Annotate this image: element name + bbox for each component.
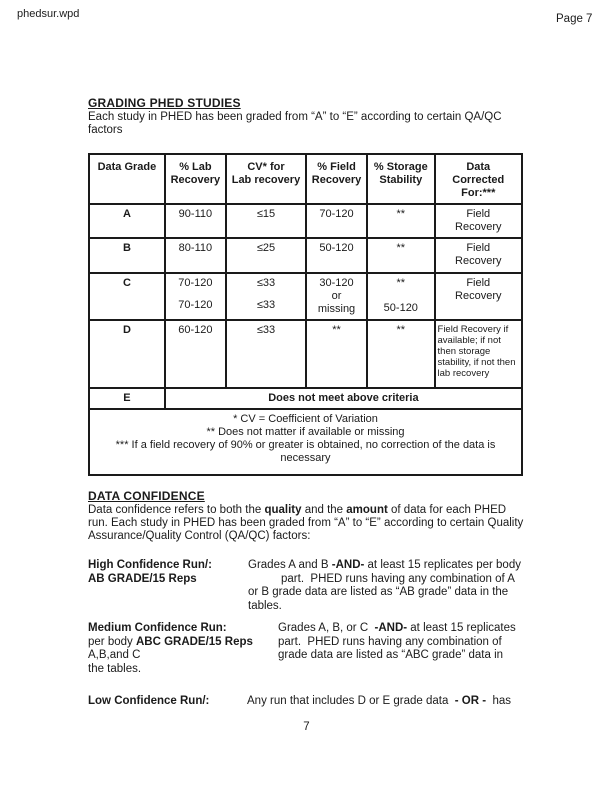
header-line: % Field (317, 161, 356, 173)
lab-recovery-cell: 80-110 (165, 238, 226, 273)
footnote-cv: * CV = Coefficient of Variation (233, 413, 378, 425)
table-row-grade-d (89, 320, 522, 388)
header-line: Lab recovery (231, 174, 301, 186)
medium-confidence-label (88, 622, 253, 676)
corrected-line: Field (466, 242, 491, 254)
data-corrected-cell (435, 204, 522, 238)
medium-confidence-block (88, 622, 525, 676)
label-line: per body ABC GRADE/15 Reps (88, 635, 253, 648)
data-corrected-cell (435, 273, 522, 320)
header-cell-data-corrected (435, 154, 522, 204)
label-line: Medium Confidence Run: (88, 622, 227, 634)
label-line: the tables. (88, 662, 142, 675)
high-confidence-block (88, 559, 525, 613)
field-recovery-cell (306, 273, 367, 320)
field-recovery-cell: ** (306, 320, 367, 388)
header-line: Recovery (311, 174, 362, 186)
page-content (88, 96, 525, 733)
table-row-grade-a (89, 204, 522, 238)
corrected-line: Recovery (455, 290, 502, 302)
header-line: Corrected (452, 174, 505, 186)
header-line: % Lab (179, 161, 212, 173)
text-line: part. PHED runs having any combination of A (281, 572, 515, 585)
footnote-missing: ** Does not matter if available or missing (206, 426, 405, 438)
cv-cell: ≤15 (226, 204, 306, 238)
header-cell-field-recovery (306, 154, 367, 204)
header-cell-cv (226, 154, 306, 204)
footer-page-number: 7 (303, 721, 310, 733)
value-line: ≤33 (256, 277, 276, 289)
header-line: For:*** (461, 187, 496, 199)
data-corrected-cell (435, 238, 522, 273)
header-cell-data-grade (89, 154, 165, 204)
grading-title: GRADING PHED STUDIES (88, 96, 241, 110)
storage-stability-cell (367, 273, 434, 320)
table-row-grade-c (89, 273, 522, 320)
header-filename: phedsur.wpd (17, 8, 80, 20)
data-corrected-cell (435, 320, 522, 388)
grade-cell: A (89, 204, 165, 238)
value-line: 50-120 (383, 302, 418, 314)
header-line: Stability (379, 174, 423, 186)
storage-stability-cell: ** (367, 320, 434, 388)
grading-table (88, 153, 523, 476)
label-line: High Confidence Run/: (88, 559, 212, 571)
header-cell-storage-stability (367, 154, 434, 204)
table-row-grade-e (89, 388, 522, 409)
text-line: Any run that includes D or E grade data - OR - has (247, 695, 512, 707)
header-page-label: Page 7 (556, 13, 593, 25)
corrected-line: Recovery (455, 255, 502, 267)
corrected-line: Field (466, 277, 491, 289)
text-line: or B grade data are listed as “AB grade” data in the (248, 586, 509, 598)
field-recovery-cell: 50-120 (306, 238, 367, 273)
value-line: missing (317, 303, 356, 315)
cv-cell (226, 273, 306, 320)
text-line: part. PHED runs having any combination of (278, 635, 502, 648)
text-line: grade data are listed as “ABC grade” data in (278, 649, 504, 661)
header-line: % Storage (373, 161, 428, 173)
grade-cell: B (89, 238, 165, 273)
corrected-line: Field (466, 208, 491, 220)
table-footnotes (89, 409, 522, 475)
low-confidence-label (88, 695, 209, 709)
cv-cell: ≤25 (226, 238, 306, 273)
table-row-grade-b (89, 238, 522, 273)
value-line: 70-120 (178, 277, 213, 289)
high-confidence-label (88, 559, 212, 586)
storage-stability-cell: ** (367, 204, 434, 238)
label-line: AB GRADE/15 Reps (88, 572, 197, 585)
lab-recovery-cell (165, 273, 226, 320)
table-header-row (89, 154, 522, 204)
header-line: CV* for (247, 161, 285, 173)
confidence-title: DATA CONFIDENCE (88, 489, 205, 503)
header-cell-lab-recovery (165, 154, 226, 204)
grade-cell: E (89, 388, 165, 409)
storage-stability-cell: ** (367, 238, 434, 273)
field-recovery-cell: 70-120 (306, 204, 367, 238)
header-line: Recovery (170, 174, 221, 186)
grading-intro: Each study in PHED has been graded from “A” to “E” according to certain QA/QC factors (88, 111, 502, 136)
grade-e-criteria-cell: Does not meet above criteria (165, 388, 522, 409)
lab-recovery-cell: 90-110 (165, 204, 226, 238)
text-line: Grades A and B -AND- at least 15 replicates per body (248, 559, 521, 571)
high-confidence-text (248, 559, 525, 613)
low-confidence-text (247, 695, 525, 709)
grade-cell: D (89, 320, 165, 388)
confidence-intro: Data confidence refers to both the quality and the amount of data for each PHED run. Each study in PHED has been graded from “A” to “E” according to certain Quality Assurance/Quality Control (QA/QC) factors: (88, 504, 524, 542)
value-line: ≤33 (256, 299, 276, 311)
corrected-note: Field Recovery if available; if not then storage stability, if not then lab recovery (437, 324, 516, 379)
label-line: Low Confidence Run/: (88, 695, 210, 707)
value-line: ** (396, 277, 406, 289)
low-confidence-block (88, 695, 525, 709)
medium-confidence-text (278, 622, 525, 663)
grade-cell: C (89, 273, 165, 320)
header-line: Data (466, 161, 491, 173)
label-line: A,B,and C (88, 649, 141, 661)
text-line: Grades A, B, or C -AND- at least 15 replicates (278, 622, 516, 634)
corrected-line: Recovery (455, 221, 502, 233)
text-line: tables. (248, 599, 282, 612)
value-line: 70-120 (178, 299, 213, 311)
table-footnote-row (89, 409, 522, 475)
value-line: 30-120 (319, 277, 354, 289)
footnote-field-recovery: *** If a field recovery of 90% or greater is obtained, no correction of the data is necessary (115, 439, 496, 464)
lab-recovery-cell: 60-120 (165, 320, 226, 388)
value-line: or (331, 290, 342, 302)
header-line: Data Grade (97, 161, 157, 173)
cv-cell: ≤33 (226, 320, 306, 388)
